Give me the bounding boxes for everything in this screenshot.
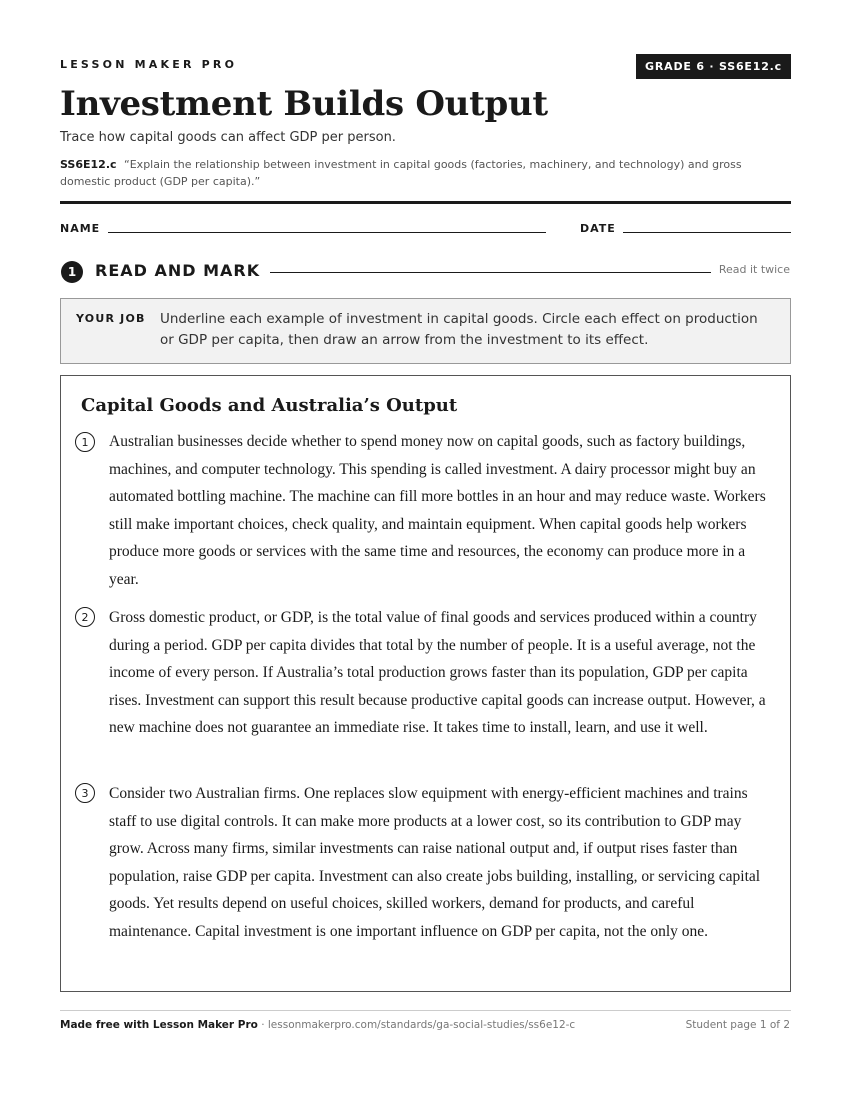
reading-passage [60,375,791,992]
paragraph-number: 3 [75,783,95,803]
instructions-box [60,298,791,364]
section-number-badge: 1 [61,261,83,283]
instructions-text: Underline each example of investment in capital goods. Circle each effect on production or GDP per capita, then draw an arrow from the investment to its effect. [160,311,758,348]
section-title: READ AND MARK [95,261,261,280]
paragraph-number: 1 [75,432,95,452]
header-divider [60,201,791,204]
footer-url[interactable]: · lessonmakerpro.com/standards/ga-social-studies/ss6e12-c [257,1019,576,1031]
footer-credit [60,1019,575,1031]
name-field[interactable] [108,232,546,233]
grade-badge: GRADE 6 · SS6E12.c [636,54,791,79]
instructions-label: YOUR JOB [76,312,146,325]
standard-description [60,156,790,190]
footer-made-with: Made free with Lesson Maker Pro [60,1019,258,1031]
date-field[interactable] [623,232,791,233]
page-subtitle: Trace how capital goods can affect GDP per person. [60,130,396,145]
section-note: Read it twice [718,263,790,276]
passage-paragraph[interactable]: Gross domestic product, or GDP, is the total value of final goods and services produced within a country during a period. GDP per capita divides that total by the number of people. It is a useful average, not the income of every person. If Australia’s total production grows faster than its population, GDP per capita rises. Investment can support this result because productive capital goods can increase output. However, a new machine does not guarantee an immediate rise. It takes time to install, learn, and use it well. [109,609,766,737]
passage-paragraph[interactable]: Consider two Australian firms. One replaces slow equipment with energy-efficient machines and trains staff to use digital controls. It can make more products at a lower cost, so its contribution to GDP may grow. Across many firms, similar investments can raise national output and, if output rises faster than population, raise GDP per capita. Investment can also create jobs building, installing, or servicing capital goods. Yet results depend on useful choices, skilled workers, demand for products, and careful maintenance. Capital investment is one important influence on GDP per capita, not the only one. [109,785,761,940]
passage-paragraph[interactable]: Australian businesses decide whether to spend money now on capital goods, such as factory buildings, machines, and computer technology. This spending is called investment. A dairy processor might buy an automated bottling machine. The machine can fill more bottles in an hour and may reduce waste. Workers still make important choices, check quality, and maintain equipment. When capital goods help workers produce more goods or services with the same time and resources, the economy can produce more in a year. [109,433,766,588]
date-label: DATE [580,222,616,235]
passage-title: Capital Goods and Australia’s Output [81,395,458,416]
footer-divider [60,1010,791,1011]
paragraph-number: 2 [75,607,95,627]
name-label: NAME [60,222,101,235]
section-divider [270,272,711,273]
standard-text: “Explain the relationship between investment in capital goods (factories, machinery, and technology) and gross domestic product (GDP per capita).” [60,158,742,188]
page-indicator: Student page 1 of 2 [685,1019,790,1031]
page-title: Investment Builds Output [60,84,548,124]
brand-name: LESSON MAKER PRO [60,58,238,71]
standard-code: SS6E12.c [60,158,117,171]
